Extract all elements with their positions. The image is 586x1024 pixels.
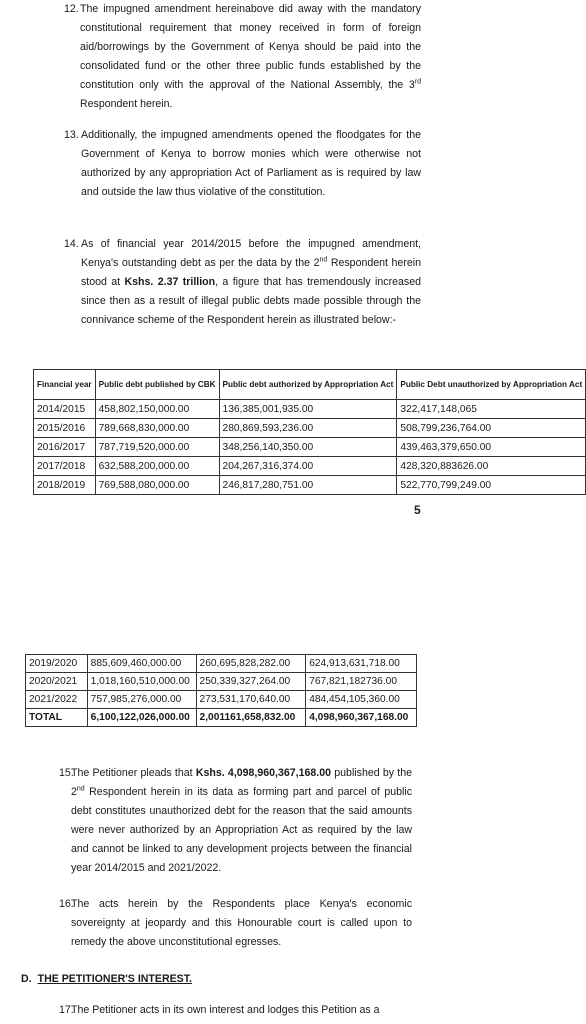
paragraph-12: [64, 0, 421, 114]
paragraph-number: 14.: [64, 238, 79, 250]
paragraph-number: 15.: [59, 767, 74, 779]
column-header-cbk: Public debt published by CBK: [95, 370, 219, 400]
amount-cell: 136,385,001,935.00: [219, 400, 397, 419]
paragraph-text: The impugned amendment hereinabove did away with the mandatory constitutional requirement that money received in form of foreign aid/borrowings by the Government of Kenya should be paid into the consolidated fund or the other three public funds established by the constitution only with the approval of the National Assembly, the 3rd Respondent herein.: [80, 3, 421, 110]
amount-cell: 632,588,200,000.00: [95, 457, 219, 476]
year-cell: 2019/2020: [26, 655, 88, 673]
paragraph-number: 13.: [64, 129, 79, 141]
amount-cell: 246,817,280,751.00: [219, 476, 397, 495]
paragraph-number: 17.: [59, 1004, 74, 1016]
paragraph-number: 12.: [64, 3, 79, 15]
amount-cell: 4,098,960,367,168.00: [306, 709, 417, 727]
document-page-2: [0, 627, 461, 1024]
table-row: [26, 673, 417, 691]
paragraph-13: [64, 126, 421, 202]
column-header-unauthorized: Public Debt unauthorized by Appropriation Act: [397, 370, 586, 400]
amount-cell: 273,531,170,640.00: [196, 691, 306, 709]
amount-cell: 348,256,140,350.00: [219, 438, 397, 457]
public-debt-table-continued: [25, 654, 417, 727]
amount-cell: 789,668,830,000.00: [95, 419, 219, 438]
amount-cell: 2,001161,658,832.00: [196, 709, 306, 727]
paragraph-number: 16.: [59, 898, 74, 910]
column-header-year: Financial year: [34, 370, 96, 400]
amount-cell: 522,770,799,249.00: [397, 476, 586, 495]
paragraph-17: [59, 1001, 412, 1020]
debt-amount-bold: Kshs. 2.37 trillion: [124, 276, 216, 288]
total-amount-bold: Kshs. 4,098,960,367,168.00: [195, 767, 332, 779]
year-cell: 2020/2021: [26, 673, 88, 691]
paragraph-text: [64, 235, 421, 330]
paragraph-text-part: The Petitioner pleads that: [71, 767, 196, 779]
amount-cell: 6,100,122,026,000.00: [87, 709, 196, 727]
public-debt-table: [33, 369, 586, 495]
year-cell: TOTAL: [26, 709, 88, 727]
column-header-authorized: Public debt authorized by Appropriation Act: [219, 370, 397, 400]
table-row: [34, 438, 586, 457]
page-number: 5: [414, 503, 421, 517]
paragraph-15: [59, 764, 412, 878]
paragraph-text: Additionally, the impugned amendments opened the floodgates for the Government of Kenya to borrow monies which were otherwise not authorized by any appropriation Act of Parliament as is required by law and outside the law thus violative of the constitution.: [81, 129, 421, 198]
table-row: [34, 476, 586, 495]
table-total-row: [26, 709, 417, 727]
amount-cell: 280,869,593,236.00: [219, 419, 397, 438]
year-cell: 2017/2018: [34, 457, 96, 476]
section-heading: [21, 973, 192, 985]
amount-cell: 787,719,520,000.00: [95, 438, 219, 457]
year-cell: 2014/2015: [34, 400, 96, 419]
amount-cell: 322,417,148,065: [397, 400, 586, 419]
amount-cell: 250,339,327,264.00: [196, 673, 306, 691]
year-cell: 2018/2019: [34, 476, 96, 495]
paragraph-text: The acts herein by the Respondents place Kenya's economic sovereignty at jeopardy and this Honourable court is called upon to remedy the above unconstitutional egresses.: [71, 898, 412, 948]
amount-cell: 458,802,150,000.00: [95, 400, 219, 419]
paragraph-text: The Petitioner acts in its own interest and lodges this Petition as a: [71, 1004, 380, 1016]
amount-cell: 769,588,080,000.00: [95, 476, 219, 495]
amount-cell: 260,695,828,282.00: [196, 655, 306, 673]
amount-cell: 204,267,316,374.00: [219, 457, 397, 476]
amount-cell: 508,799,236,764.00: [397, 419, 586, 438]
amount-cell: 624,913,631,718.00: [306, 655, 417, 673]
section-letter: D.: [21, 973, 32, 985]
amount-cell: 484,454,105,360.00: [306, 691, 417, 709]
page-gap: [0, 537, 461, 627]
year-cell: 2015/2016: [34, 419, 96, 438]
amount-cell: 757,985,276,000.00: [87, 691, 196, 709]
table-header-row: [34, 370, 586, 400]
paragraph-16: [59, 895, 412, 952]
table-row: [26, 655, 417, 673]
amount-cell: 428,320,883626.00: [397, 457, 586, 476]
paragraph-text: [59, 764, 412, 878]
table-row: [26, 691, 417, 709]
amount-cell: 439,463,379,650.00: [397, 438, 586, 457]
table-row: [34, 457, 586, 476]
year-cell: 2016/2017: [34, 438, 96, 457]
paragraph-text-part: published by the 2nd Respondent herein in its data as forming part and parcel of public debt constitutes unauthorized debt for the reason that the said amounts were never authorized by an Appropriation Act as required by the law and cannot be linked to any development projects between the financial year 2014/2015 and 2021/2022.: [71, 767, 413, 874]
amount-cell: 885,609,460,000.00: [87, 655, 196, 673]
amount-cell: 767,821,182736.00: [306, 673, 417, 691]
table-row: [34, 400, 586, 419]
table-row: [34, 419, 586, 438]
paragraph-text-part: As of financial year 2014/2015 before the impugned amendment, Kenya's outstanding debt as per the data by the 2nd Respondent herein stood at: [81, 238, 421, 288]
year-cell: 2021/2022: [26, 691, 88, 709]
section-title: THE PETITIONER'S INTEREST.: [37, 973, 192, 985]
paragraph-14: [64, 235, 421, 330]
amount-cell: 1,018,160,510,000.00: [87, 673, 196, 691]
paragraph-text-part: , a figure that has tremendously increased since then as a result of illegal public debts made possible through the connivance scheme of the Respondent herein as illustrated below:-: [81, 276, 421, 326]
